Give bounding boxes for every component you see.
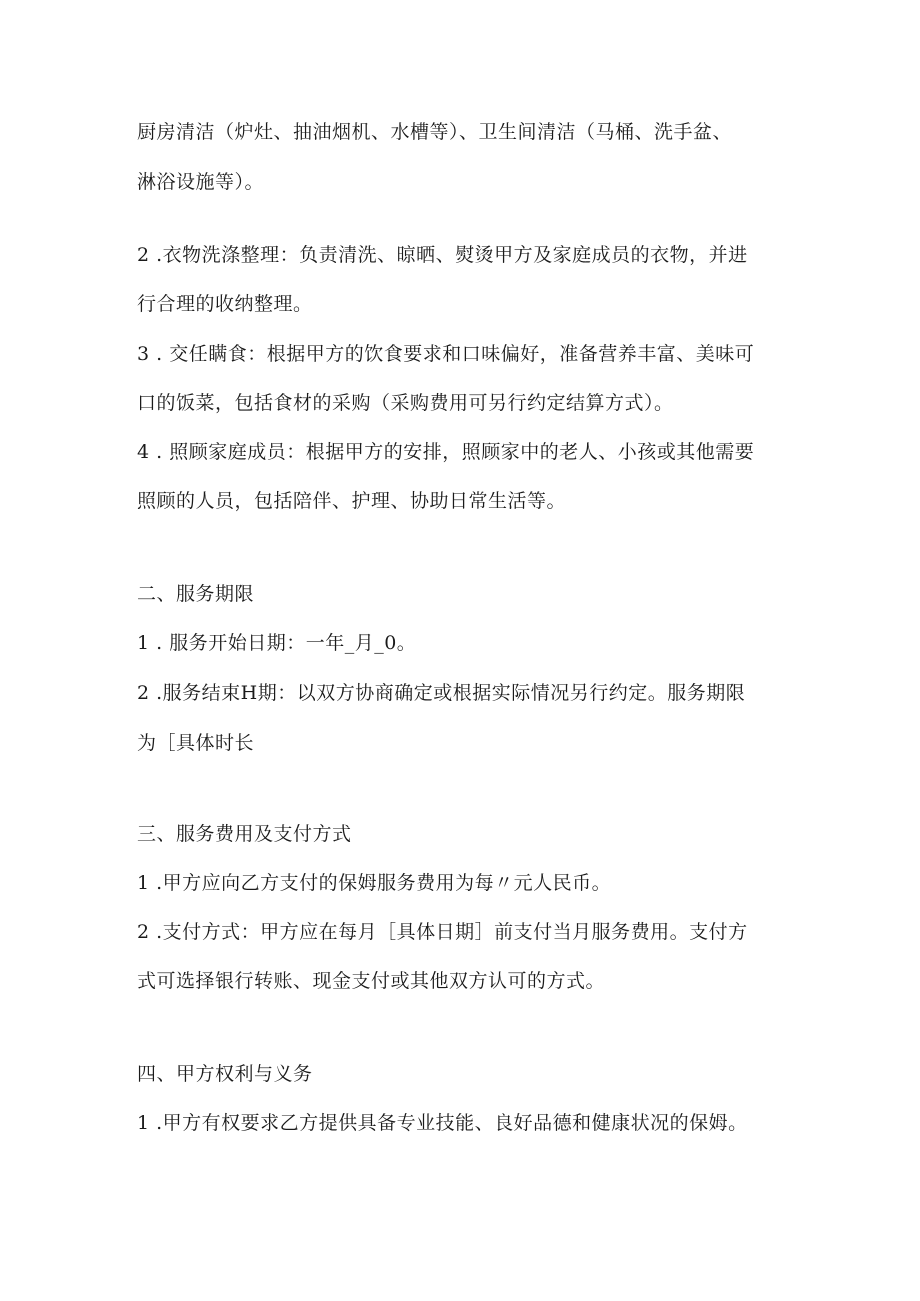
item-3-line-2: 口的饭菜，包括食材的采购（采购费用可另行约定结算方式）。 <box>137 392 674 414</box>
section-3-heading: 三、服务费用及支付方式 <box>137 823 352 845</box>
section-2-heading: 二、服务期限 <box>137 583 255 605</box>
item-3-line-1: 3 . 交任瞒食：根据甲方的饮食要求和口味偏好，准备营养丰富、美味可 <box>137 343 755 365</box>
section-4-item-1: 1 .甲方有权要求乙方提供具备专业技能、良好品德和健康状况的保姆。 <box>137 1112 748 1134</box>
section-2-item-1: 1 . 服务开始日期：一年_月_0。 <box>137 632 417 654</box>
item-4-line-1: 4 . 照顾家庭成员：根据甲方的安排，照顾家中的老人、小孩或其他需要 <box>137 441 755 463</box>
section-3-item-2-line-2: 式可选择银行转账、现金支付或其他双方认可的方式。 <box>137 970 606 992</box>
section-3-item-2-line-1: 2 .支付方式：甲方应在每月［具体日期］前支付当月服务费用。支付方 <box>137 921 748 943</box>
section-4-heading: 四、甲方权利与义务 <box>137 1063 313 1085</box>
item-2-line-2: 行合理的收纳整理。 <box>137 293 313 315</box>
intro-line-2: 淋浴设施等）。 <box>137 171 265 193</box>
section-2-item-2-line-2: 为［具体时长 <box>137 732 255 754</box>
item-4-line-2: 照顾的人员，包括陪伴、护理、协助日常生活等。 <box>137 490 567 512</box>
section-3-item-1: 1 .甲方应向乙方支付的保姆服务费用为每〃元人民币。 <box>137 872 612 894</box>
section-2-item-2-line-1: 2 .服务结束H期：以双方协商确定或根据实际情况另行约定。服务期限 <box>137 682 746 704</box>
item-2-line-1: 2 .衣物洗涤整理：负责清洗、晾晒、熨烫甲方及家庭成员的衣物，并进 <box>137 244 748 266</box>
intro-line-1: 厨房清洁（炉灶、抽油烟机、水槽等）、卫生间清洁（马桶、洗手盆、 <box>137 121 733 143</box>
